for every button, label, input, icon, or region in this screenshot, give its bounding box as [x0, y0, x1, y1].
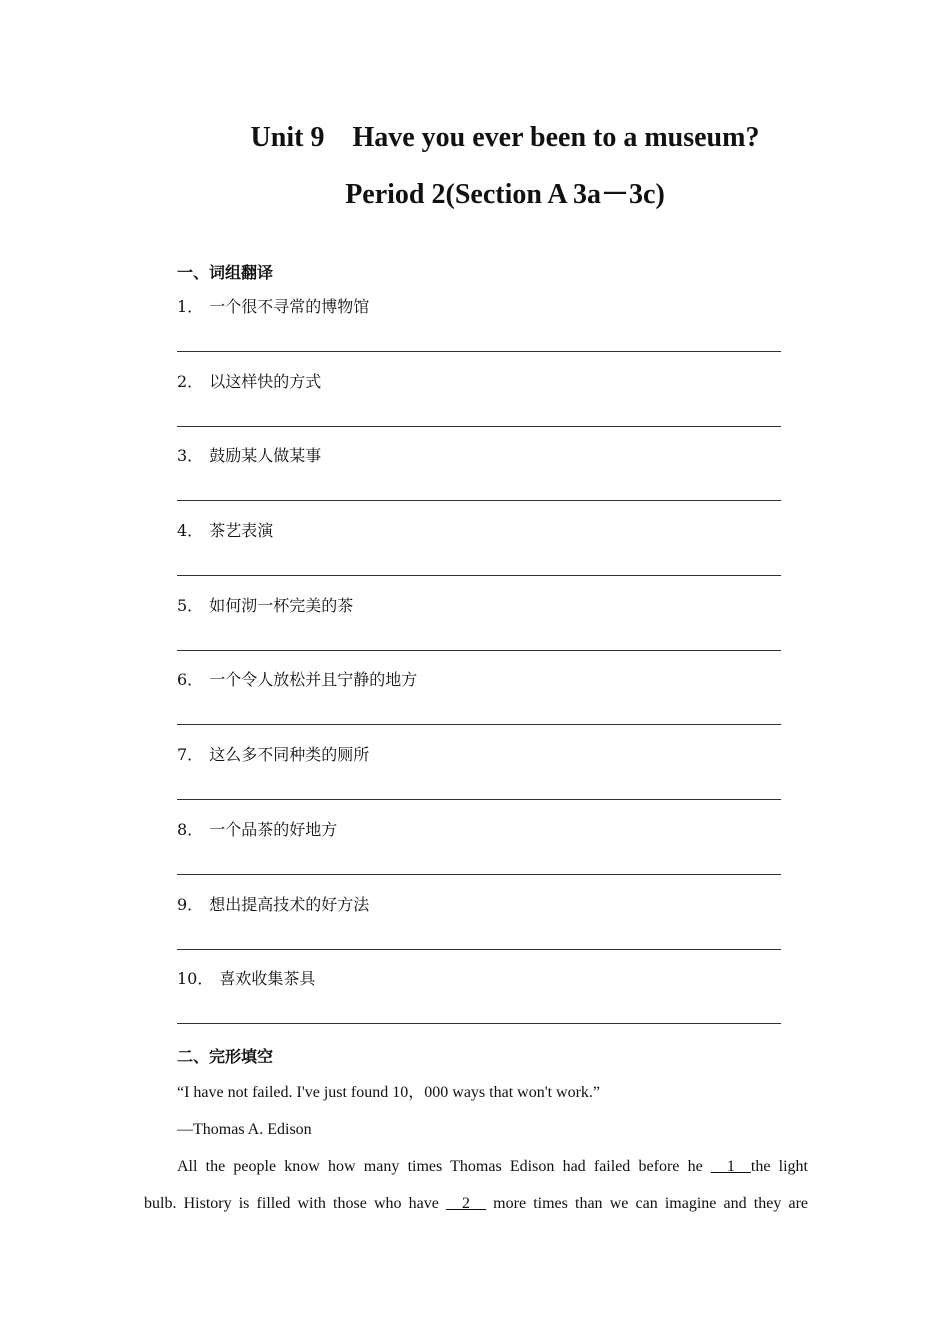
cloze-line-2: bulb. History is filled with those who have __2__ more times than we can imagine and they are — [144, 1195, 809, 1212]
answer-line[interactable] — [177, 575, 781, 576]
section1-heading: 一、词组翻译 — [177, 263, 274, 282]
answer-line[interactable] — [177, 351, 781, 352]
answer-line[interactable] — [177, 426, 781, 427]
list-item — [177, 520, 782, 595]
item-text: 如何沏一杯完美的茶 — [209, 595, 354, 615]
item-text: 这么多不同种类的厕所 — [209, 745, 370, 765]
cloze-blank-2[interactable]: __2__ — [446, 1195, 487, 1212]
list-item — [177, 968, 782, 1043]
list-item — [177, 445, 782, 520]
answer-line[interactable] — [177, 1023, 781, 1024]
item-text: 以这样快的方式 — [209, 371, 322, 391]
item-number: 3． — [177, 446, 204, 466]
answer-line[interactable] — [177, 874, 781, 875]
answer-line[interactable] — [177, 650, 781, 651]
list-item — [177, 744, 782, 819]
answer-line[interactable] — [177, 500, 781, 501]
list-item — [177, 595, 782, 670]
item-text: 鼓励某人做某事 — [209, 446, 322, 466]
title-unit: Unit 9 — [250, 122, 325, 153]
list-item — [177, 669, 782, 744]
title-question: Have you ever been to a museum? — [352, 122, 760, 153]
item-number: 6． — [177, 670, 204, 690]
list-item — [177, 296, 782, 371]
item-number: 2． — [177, 371, 204, 391]
cloze-line-1: All the people know how many times Thomas Edison had failed before he __1__the light — [177, 1158, 808, 1175]
translation-list — [177, 296, 782, 1043]
item-number: 1． — [177, 297, 204, 316]
item-text: 一个令人放松并且宁静的地方 — [209, 670, 418, 690]
item-number: 7． — [177, 745, 204, 765]
answer-line[interactable] — [177, 949, 781, 950]
item-number: 9． — [177, 894, 204, 914]
item-number: 4． — [177, 521, 204, 541]
section2-heading: 二、完形填空 — [177, 1047, 274, 1066]
answer-line[interactable] — [177, 724, 781, 725]
item-text: 茶艺表演 — [209, 521, 274, 541]
cloze-blank-1[interactable]: __1__ — [710, 1158, 751, 1175]
answer-line[interactable] — [177, 799, 781, 800]
item-number: 5． — [177, 595, 204, 615]
quote-attribution: —Thomas A. Edison — [177, 1121, 312, 1138]
item-number: 8． — [177, 819, 204, 839]
item-text: 喜欢收集茶具 — [219, 969, 316, 989]
edison-quote: “I have not failed. I've just found 10，000 ways that won't work.” — [177, 1084, 601, 1101]
item-number: 10． — [177, 969, 214, 989]
item-text: 一个很不寻常的博物馆 — [209, 297, 370, 316]
list-item — [177, 371, 782, 446]
list-item — [177, 819, 782, 894]
page-title — [0, 122, 950, 154]
list-item — [177, 894, 782, 969]
item-text: 一个品茶的好地方 — [209, 819, 338, 839]
page-subtitle: Period 2(Section A 3a－3c) — [345, 179, 665, 210]
item-text: 想出提高技术的好方法 — [209, 894, 370, 914]
